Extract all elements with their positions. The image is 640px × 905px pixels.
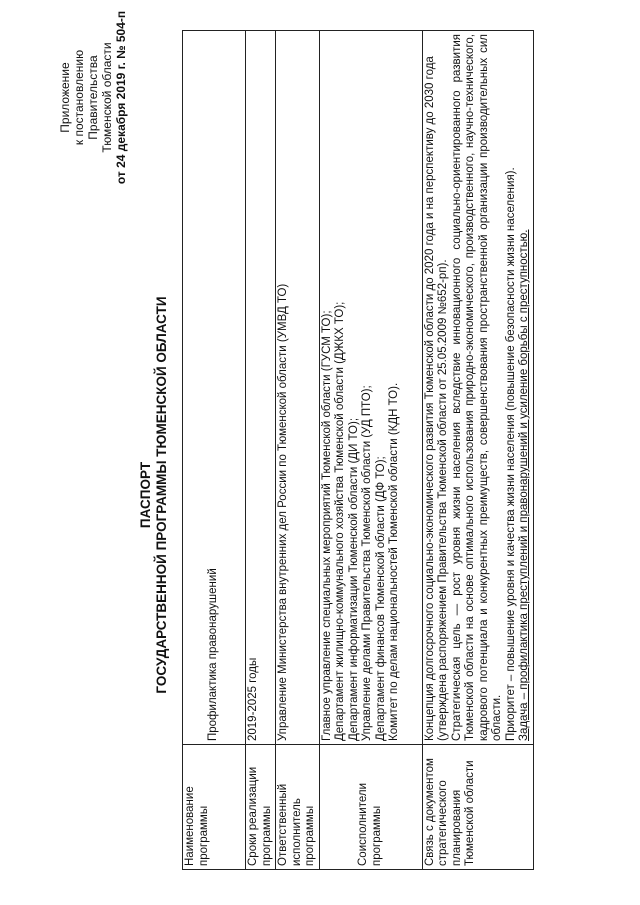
- label-line: стратегического: [437, 780, 449, 866]
- priority-text: Приоритет – повышение уровня и качества жизни населения (повышение безопасности жизни населения).: [504, 167, 517, 741]
- list-item: Главное управление специальных мероприятий Тюменской области (ГУСМ ТО);: [320, 310, 333, 741]
- list-item: Департамент финансов Тюменской области (ДФ ТО);: [374, 456, 387, 741]
- co-executors-list: [319, 31, 422, 745]
- list-item: Департамент информатизации Тюменской области (ДИ ТО);: [347, 417, 360, 741]
- task-text: Задача – профилактика преступлений и правонарушений и усиление борьбы с преступностью.: [518, 229, 530, 741]
- appendix-line: к постановлению Правительства: [72, 49, 100, 146]
- row-label: [246, 745, 276, 870]
- table-row-strategic-link: [422, 31, 533, 870]
- row-label: [422, 745, 533, 870]
- table-row-program-name: [183, 31, 246, 870]
- responsible-value: Управление Министерства внутренних дел России по Тюменской области (УМВД ТО): [276, 31, 320, 745]
- label-line: Сроки реализации: [247, 766, 259, 866]
- label-line: исполнитель программы: [290, 798, 316, 866]
- appendix-line: Тюменской области: [100, 42, 114, 153]
- row-label: [183, 745, 246, 870]
- label-line: программы: [260, 805, 273, 866]
- label-line: Наименование: [184, 786, 196, 866]
- label-line: Соисполнители: [357, 782, 369, 866]
- strategic-goal-text: Стратегическая цель — рост уровня жизни населения вследствие инновационного социально-ориентированного развития Тюменской области на основе оптимального использования природно-экономического, производственного, научно-технического, кадрового потенциала и конкурентных преимуществ, совершенствования пространственной организации производительных сил области.: [450, 34, 503, 741]
- appendix-line: Приложение: [58, 62, 72, 133]
- list-item: Комитет по делам национальностей Тюменской области (КДН ТО).: [388, 382, 400, 741]
- program-name-value: Профилактика правонарушений: [183, 31, 246, 745]
- list-item: Управление делами Правительства Тюменской области (УД ПТО);: [361, 385, 373, 741]
- label-line: Связь с документом: [423, 758, 436, 866]
- appendix-header: [58, 10, 128, 185]
- concept-text: Концепция долгосрочного социально-экономического развития Тюменской области до 2020 года и на перспективу до 2030 года (утверждена распоряжением Правительства Тюменской области от 25.05.2009 №652-рп).: [423, 56, 449, 741]
- label-line: Ответственный: [277, 783, 289, 866]
- table-row-co-executors: [319, 31, 422, 870]
- passport-table: [182, 30, 534, 870]
- label-line: планирования: [450, 789, 463, 866]
- label-line: программы: [197, 805, 210, 866]
- strategic-link-value: [422, 31, 533, 745]
- table-row-responsible: [276, 31, 320, 870]
- label-line: Тюменской области: [464, 760, 476, 866]
- title-line-2: ГОСУДАРСТВЕННОЙ ПРОГРАММЫ ТЮМЕНСКОЙ ОБЛАСТИ: [154, 296, 169, 694]
- title-line-1: ПАСПОРТ: [138, 461, 153, 529]
- term-value: 2019-2025 годы: [246, 31, 276, 745]
- row-label: [276, 745, 320, 870]
- table-row-term: [246, 31, 276, 870]
- appendix-date-line: от 24 декабря 2019 г. № 504-п: [114, 10, 128, 185]
- document-title: [138, 285, 170, 705]
- label-line: программы: [370, 805, 383, 866]
- list-item: Департамент жилищно-коммунального хозяйства Тюменской области (ДЖКХ ТО);: [334, 301, 346, 741]
- row-label: [319, 745, 422, 870]
